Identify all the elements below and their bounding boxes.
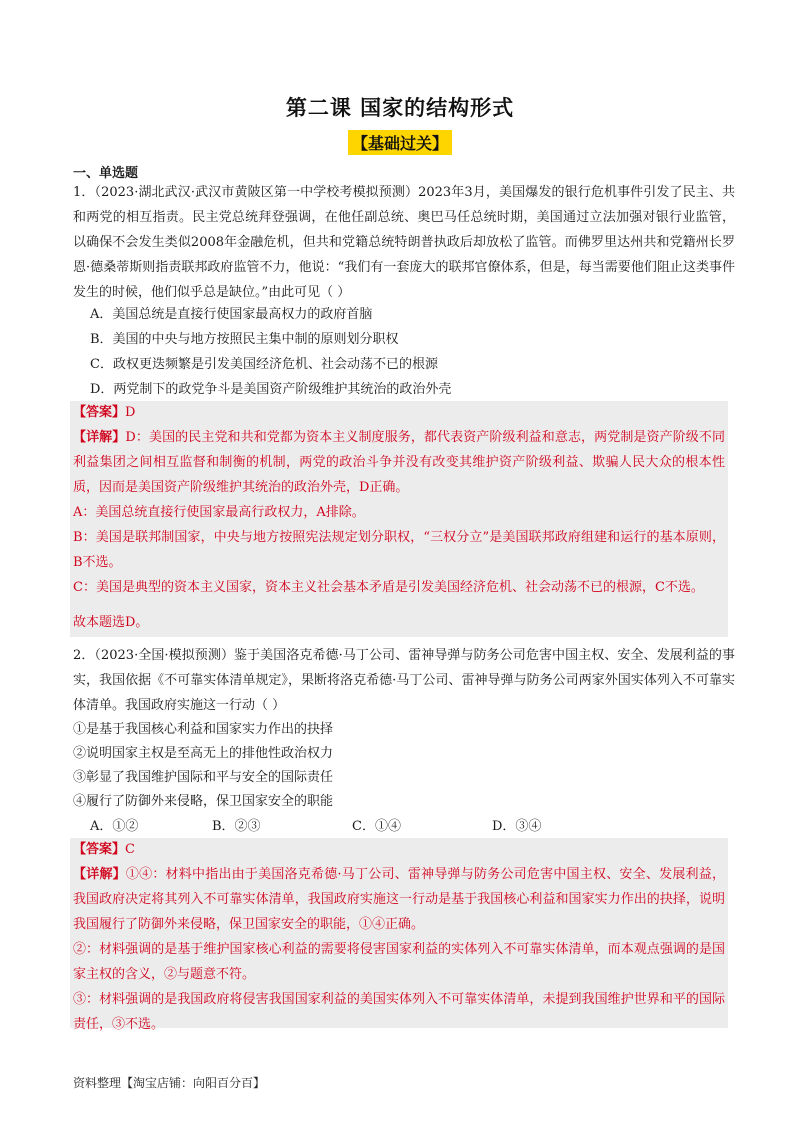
subtitle-wrap [0,130,800,155]
question-2-detail [73,862,725,937]
question-2-option-c: C．①④ [352,819,401,834]
question-1-option-d: D．两党制下的政党争斗是美国资产阶级维护其统治的政治外壳 [90,382,452,397]
answer-tag: 【答案】 [73,405,126,420]
section-heading: 一、单选题 [73,166,139,181]
detail-tag: 【详解】 [73,867,126,882]
detail-tag: 【详解】 [73,430,126,445]
question-2-answer [73,837,725,862]
question-2-stem: 2．（2023·全国·模拟预测）鉴于美国洛克希德·马丁公司、雷神导弹与防务公司危害中国主权、安全、发展利益的事实，我国依据《不可靠实体清单规定》，果断将洛克希德·马丁公司、雷神导弹与防务公司两家外国实体列入不可靠实体清单。我国政府实施这一行动（ ） [73,648,735,713]
question-2-note-3: ③：材料强调的是我国政府将侵害我国国家利益的美国实体列入不可靠实体清单，未提到我国维护世界和平的国际责任，③不选。 [73,992,725,1032]
question-1-note-c: C：美国是典型的资本主义国家，资本主义社会基本矛盾是引发美国经济危机、社会动荡不已的根源，C不选。 [73,580,704,595]
answer-tag: 【答案】 [73,842,126,857]
question-2-option-b: B．②③ [212,819,261,834]
question-1-detail [73,425,725,500]
page-title: 第二课 国家的结构形式 [285,96,515,120]
question-2-option-a: A．①② [90,819,139,834]
question-2-options [90,815,590,835]
question-1-conclusion: 故本题选D。 [73,615,149,630]
detail-text: D：美国的民主党和共和党都为资本主义制度服务，都代表资产阶级利益和意志，两党制是资产阶级不同利益集团之间相互监督和制衡的机制，两党的政治斗争并没有改变其维护资产阶级利益、欺骗人民大众的根本性质，因而是美国资产阶级维护其统治的政治外壳，D正确。 [73,430,725,495]
question-1-stem: 1．（2023·湖北武汉·武汉市黄陂区第一中学校考模拟预测）2023年3月，美国爆发的银行危机事件引发了民主、共和两党的相互指责。民主党总统拜登强调，在他任副总统、奥巴马任总统时期，美国通过立法加强对银行业监管，以确保不会发生类似2008年金融危机，但共和党籍总统特朗普执政后却放松了监管。而佛罗里达州共和党籍州长罗恩·德桑蒂斯则指责联邦政府监管不力，他说：“我们有一套庞大的联邦官僚体系，但是，每当需要他们阻止这类事件发生的时候，他们似乎总是缺位。”由此可见（ ） [73,185,735,300]
question-2-item-3: ③彰显了我国维护国际和平与安全的国际责任 [73,770,334,785]
question-1-option-a: A．美国总统是直接行使国家最高权力的政府首脑 [90,307,373,322]
question-1-option-c: C．政权更迭频繁是引发美国经济危机、社会动荡不已的根源 [90,357,438,372]
section-subtitle: 【基础过关】 [348,130,452,155]
question-2-item-2: ②说明国家主权是至高无上的排他性政治权力 [73,746,334,761]
question-1-note-a: A：美国总统直接行使国家最高行政权力，A排除。 [73,505,365,520]
answer-value: C [125,842,135,857]
question-2-note-2: ②：材料强调的是基于维护国家核心利益的需要将侵害国家利益的实体列入不可靠实体清单，而本观点强调的是国家主权的含义，②与题意不符。 [73,942,725,982]
question-1-note-b: B：美国是联邦制国家，中央与地方按照宪法规定划分职权，“三权分立”是美国联邦政府组建和运行的基本原则，B不选。 [73,530,725,570]
question-1-option-b: B．美国的中央与地方按照民主集中制的原则划分职权 [90,332,399,347]
question-2-item-1: ①是基于我国核心利益和国家实力作出的抉择 [73,722,334,737]
detail-text: ①④：材料中指出由于美国洛克希德·马丁公司、雷神导弹与防务公司危害中国主权、安全、发展利益，我国政府决定将其列入不可靠实体清单，我国政府实施这一行动是基于我国核心利益和国家实力作出的抉择，说明我国履行了防御外来侵略，保卫国家安全的职能，①④正确。 [73,867,725,932]
question-2-item-4: ④履行了防御外来侵略，保卫国家安全的职能 [73,794,334,809]
answer-value: D [125,405,136,420]
question-2-option-d: D．③④ [492,819,542,834]
question-1-answer [73,400,725,425]
page-footer: 资料整理【淘宝店铺：向阳百分百】 [73,1076,266,1090]
